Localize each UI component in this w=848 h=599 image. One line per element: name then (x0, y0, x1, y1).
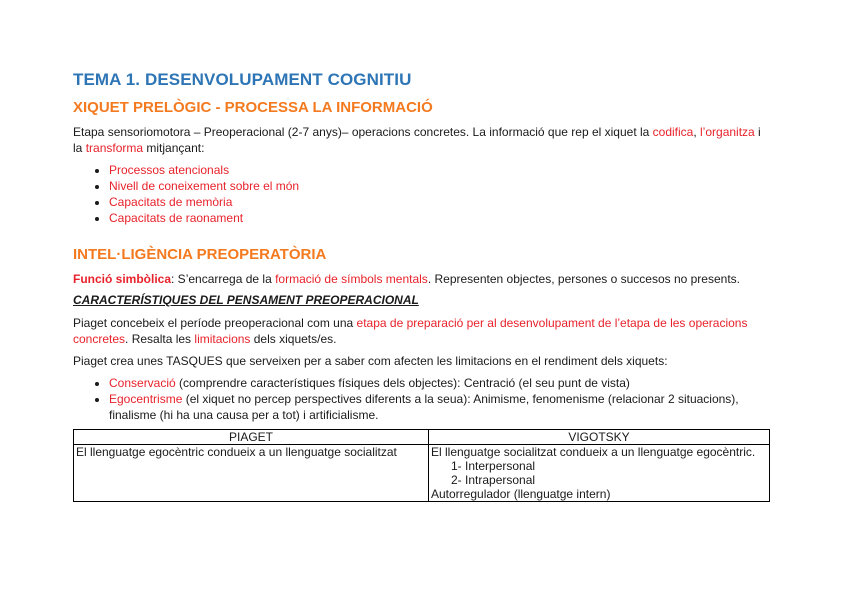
intro-comma: , (693, 125, 701, 139)
highlight-transforma: transforma (85, 141, 144, 155)
tasques-paragraph: Piaget crea unes TASQUES que serveixen per a saber com afecten les limitacions en el rendiment dels xiquets: (73, 354, 668, 368)
list-item (109, 375, 773, 391)
list-item: • Capacitats de raonament (109, 210, 773, 226)
piaget-text-c: dels xiquets/es. (250, 332, 337, 346)
intro-end: mitjançant: (143, 141, 205, 155)
table-cell-vigotsky (429, 445, 770, 502)
tasques-list (73, 375, 773, 423)
table-row (74, 445, 770, 502)
highlight-simbols: formació de símbols mentals (275, 272, 428, 286)
comparison-table (73, 429, 770, 502)
intro-paragraph (73, 124, 773, 156)
intro-and: i la (73, 125, 761, 155)
table-header-piaget: PIAGET (74, 430, 429, 445)
capacities-list (73, 162, 773, 226)
funcio-simbolica-paragraph (73, 271, 773, 287)
highlight-egocentrisme: Egocentrisme (109, 392, 183, 406)
piaget-paragraph (73, 315, 773, 347)
list-item: • Processos atencionals (109, 162, 773, 178)
conservacio-text: (comprendre característiques físiques dels objectes): Centració (el seu punt de vista) (175, 376, 630, 390)
egocentrisme-text: (el xiquet no percep perspectives diferents a la seua): Animisme, fenomenisme (relacionar 2 situacions), finalisme (hi ha una causa per a tot) i artificialisme. (109, 392, 739, 422)
table-header-row (74, 430, 770, 445)
list-item: • Nivell de coneixement sobre el món (109, 178, 773, 194)
funcio-text-b: . Representen objectes, persones o succesos no presents. (427, 272, 740, 286)
table-cell-piaget: El llenguatge egocèntric condueix a un llenguatge socialitzat (74, 445, 429, 502)
piaget-text-b: . Resalta les (125, 332, 195, 346)
vigotsky-item-intrapersonal: 2- Intrapersonal (451, 473, 536, 487)
intro-text: Etapa sensoriomotora – Preoperacional (2-7 anys)– operacions concretes. La informació que rep el xiquet la (73, 125, 653, 139)
highlight-etapa: etapa de preparació per al desenvolupament de l’etapa de les operacions concretes (73, 316, 748, 346)
document-page (73, 70, 773, 502)
piaget-text-a: Piaget concebeix el període preoperacional com una (73, 316, 357, 330)
vigotsky-line-autorregulador: Autorregulador (llenguatge intern) (431, 487, 611, 501)
vigotsky-line: El llenguatge socialitzat condueix a un llenguatge egocèntric. (431, 445, 756, 459)
highlight-conservacio: Conservació (109, 376, 176, 390)
highlight-organitza: l’organitza (700, 125, 755, 139)
highlight-limitacions: limitacions (194, 332, 251, 346)
list-item (109, 391, 773, 423)
funcio-text-a: : S’encarrega de la (171, 272, 276, 286)
list-item: • Capacitats de memòria (109, 194, 773, 210)
table-header-vigotsky: VIGOTSKY (429, 430, 770, 445)
vigotsky-item-interpersonal: 1- Interpersonal (451, 459, 536, 473)
document-title: TEMA 1. DESENVOLUPAMENT COGNITIU (73, 70, 412, 89)
characteristics-subheading: CARACTERÍSTIQUES DEL PENSAMENT PREOPERACIONAL (73, 293, 419, 307)
funcio-simbolica-label: Funció simbòlica (73, 272, 172, 286)
section-heading-prelogic: XIQUET PRELÒGIC - PROCESSA LA INFORMACIÓ (73, 99, 433, 116)
highlight-codifica: codifica (652, 125, 694, 139)
section-heading-preoperatoria: INTEL·LIGÈNCIA PREOPERATÒRIA (73, 246, 327, 263)
